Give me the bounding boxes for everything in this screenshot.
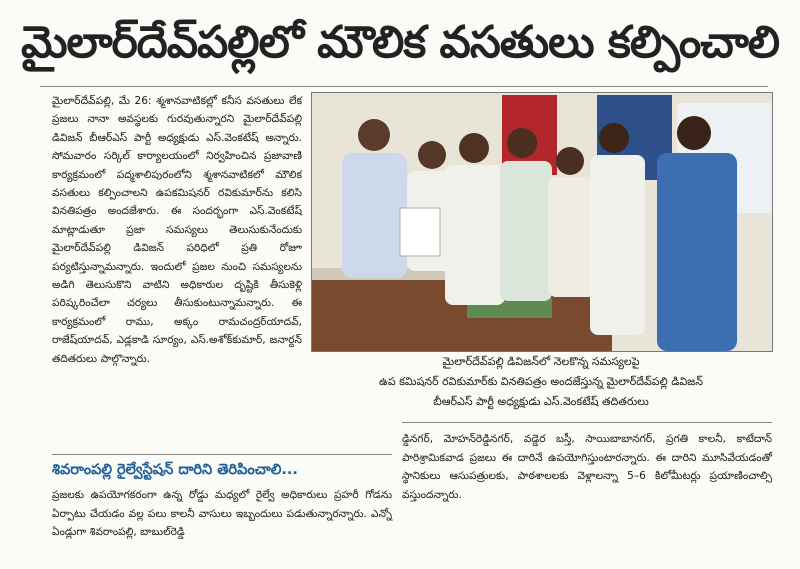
- headline-rule: [40, 86, 768, 87]
- news-photo: [311, 92, 773, 352]
- main-story-column: [52, 92, 302, 368]
- news-photo-illustration: [312, 93, 772, 351]
- second-story-right-column: [402, 430, 772, 504]
- headline: మైలార్‌దేవ్‌పల్లిలో మౌలిక వసతులు కల్పించాలి: [20, 17, 780, 68]
- photo-caption-line-3: బీఆర్‌ఎస్ పార్టీ అధ్యక్షుడు ఎస్.వెంకటేష్ తదితరులు: [433, 395, 649, 408]
- second-story-left-column: [52, 486, 392, 542]
- photo-caption-line-2: ఉప కమిషనర్ రవికుమార్‌కు వినతిపత్రం అందజేస్తున్న మైలార్‌దేవ్‌పల్లి డివిజన్: [379, 375, 703, 388]
- second-story-right-paragraph: డ్డినగర్, మోహన్‌రెడ్డినగర్, వడ్డెర బస్తీ, సాయిబాబానగర్, ప్రగతి కాలనీ, కాటేదాన్ పారిశ్రామికవాడ ప్రజలు ఈ దారినే ఉపయోగిస్తుంటారన్నారు. ఈ దారిని మూసివేయడంతో స్థానికులు ఆసుపత్రులకు, పాఠశాలలకు వెళ్లాలన్నా 5–6 కిలోమీటర్లు ప్రయాణించాల్సి వస్తుందన్నారు.: [402, 433, 772, 501]
- second-story-left-paragraph: ప్రజలకు ఉపయోగకరంగా ఉన్న రోడ్డు మధ్యలో రైల్వే అధికారులు ప్రహరీ గోడను ఏర్పాటు చేయడం వల్ల పలు కాలనీ వాసులు ఇబ్బందులు పడుతున్నారన్నారు. ఎన్నో ఏండ్లుగా శివరాంపల్లి, బాబుల్‌రెడ్డి: [52, 489, 392, 539]
- photo-caption: [311, 352, 771, 412]
- caption-rule: [402, 422, 772, 423]
- photo-petition-paper: [400, 208, 440, 256]
- main-story-paragraph: మైలార్‌దేవ్‌పల్లి, మే 26: శ్మశానవాటికల్లో కనీస వసతులు లేక ప్రజలు నానా అవస్థలకు గురవుతున్నారని మైలార్‌దేవ్‌పల్లి డివిజన్ బీఆర్‌ఎస్ పార్టీ అధ్యక్షుడు ఎస్.వెంకటేష్ అన్నారు. సోమవారం సర్కిల్ కార్యాలయంలో నిర్వహించిన ప్రజావాణి కార్యక్రమంలో పద్మశాలిపురంలోని శ్మశానవాటికలో మౌలిక వసతులు కల్పించాలని ఉపకమిషనర్ రవికుమార్‌ను కలిసి వినతిపత్రం అందజేశారు. ఈ సందర్భంగా ఎస్.వెంకటేష్ మాట్లాడుతూ ప్రజా సమస్యలు తెలుసుకునేందుకు మైలార్‌దేవ్‌పల్లి డివిజన్ పరిధిలో ప్రతి రోజూ పర్యటిస్తున్నామన్నారు. ఇందులో ప్రజల నుంచి సమస్యలను అడిగి తెలుసుకొని వాటిని అధికారుల దృష్టికి తీసుకెళ్లి పరిష్కరించేలా చర్యలు తీసుకుంటున్నామన్నారు. ఈ కార్యక్రమంలో రాము, అక్కం రామచంద్రర్‌యాదవ్, రాజేష్‌యాదవ్, ఎడ్లకాడి సూర్యం, ఎస్.అశోక్‌కుమార్, జనార్దన్ తదితరులు పాల్గొన్నారు.: [52, 95, 302, 365]
- subhead-rule: [52, 454, 392, 455]
- second-story-subheadline: శివరాంపల్లి రైల్వేస్టేషన్ దారిని తెరిపించాలి...: [52, 462, 298, 478]
- photo-caption-line-1: మైలార్‌దేవ్‌పల్లి డివిజన్‌లో నెలకొన్న సమస్యలపై: [442, 355, 640, 368]
